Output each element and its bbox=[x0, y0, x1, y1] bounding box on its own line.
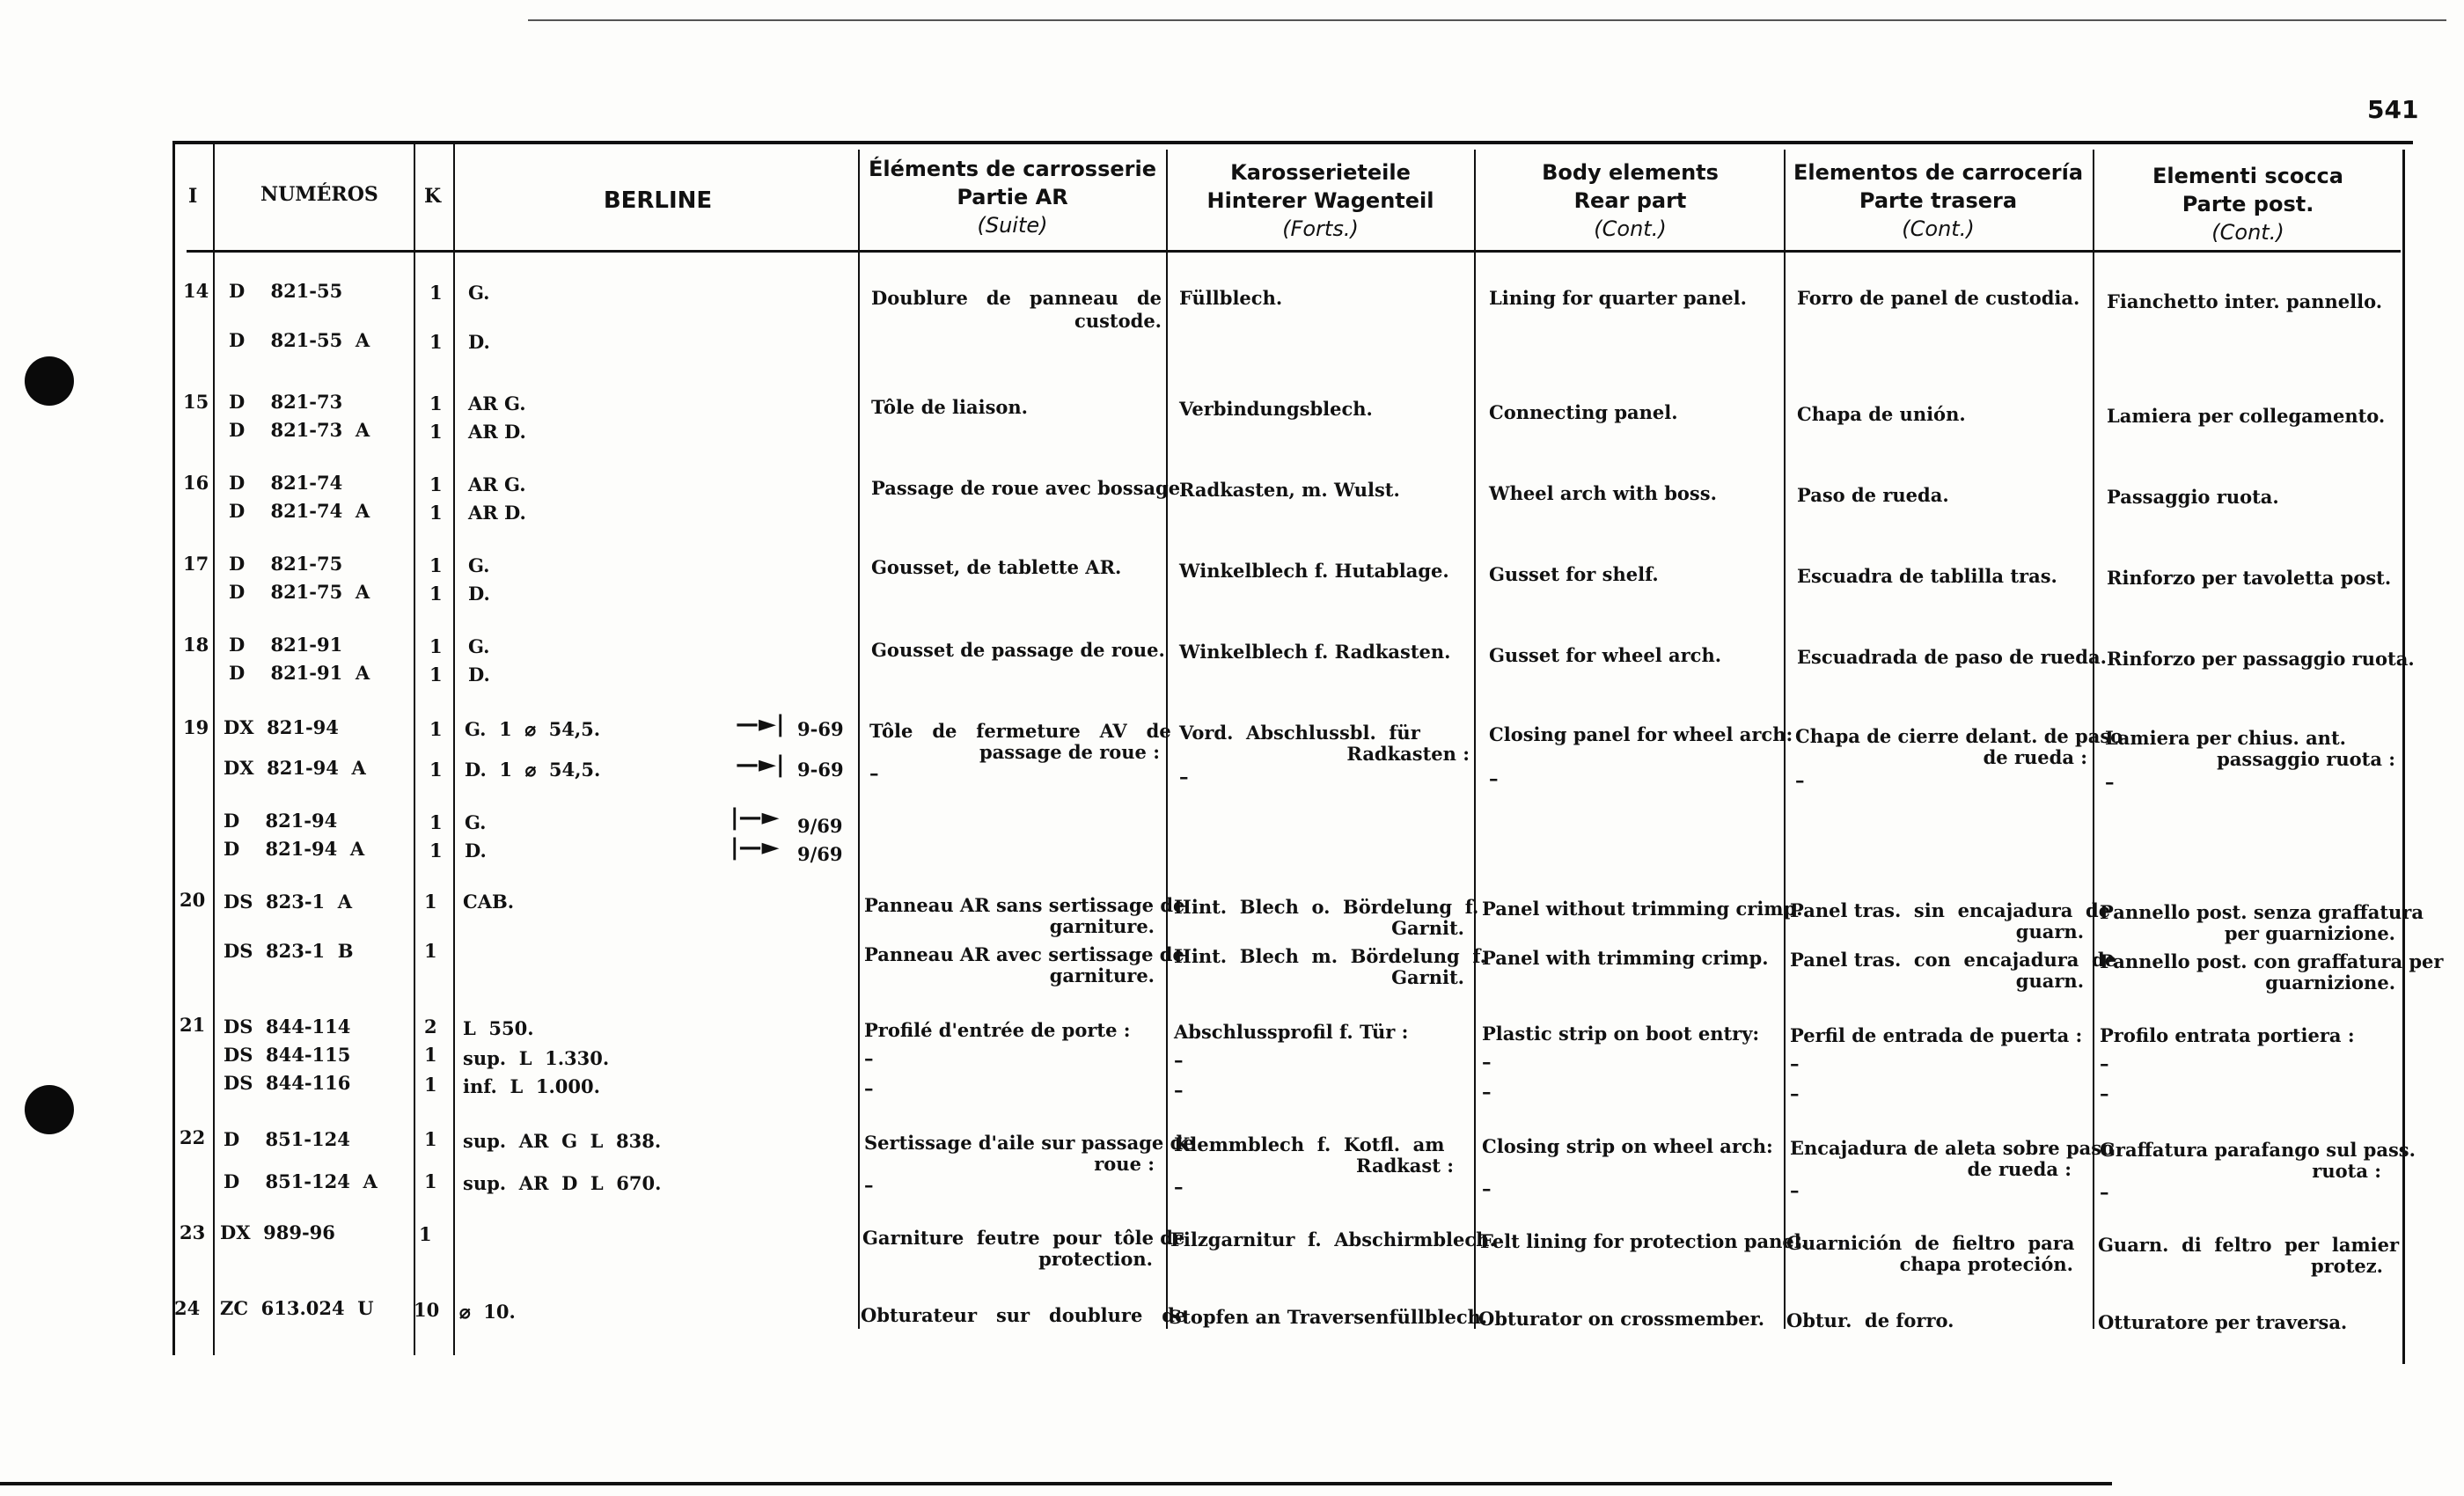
desc-de: Verbindungsblech. bbox=[1179, 398, 1373, 420]
date-limit: 9-69 bbox=[797, 718, 844, 740]
dash: – bbox=[1790, 1082, 1800, 1104]
desc-fr: Gousset de passage de roue. bbox=[871, 639, 1165, 661]
desc-en: Closing strip on wheel arch: bbox=[1482, 1135, 1773, 1157]
row-index: 19 bbox=[183, 716, 209, 738]
part-number: D 821-55 bbox=[229, 280, 343, 302]
part-number: DX 821-94 bbox=[224, 716, 339, 738]
desc-es-line2: de rueda : bbox=[1983, 746, 2087, 768]
berline-desc: G. bbox=[468, 635, 490, 657]
desc-de-b1: Hint. Blech m. Bördelung f. bbox=[1174, 945, 1486, 967]
desc-it: Lamiera per collegamento. bbox=[2107, 405, 2386, 427]
desc-it-line2: protez. bbox=[2310, 1255, 2383, 1277]
part-number: DS 844-114 bbox=[224, 1016, 351, 1038]
quantity: 1 bbox=[424, 1044, 437, 1066]
desc-es-a1: Panel tras. sin encajadura de bbox=[1790, 899, 2111, 921]
dash: – bbox=[1482, 1177, 1492, 1199]
desc-it-line1: Guarn. di feltro per lamier bbox=[2098, 1234, 2400, 1256]
desc-it-line2: ruota : bbox=[2312, 1160, 2381, 1182]
dash: – bbox=[869, 762, 879, 784]
quantity: 1 bbox=[429, 718, 443, 740]
row-index: 14 bbox=[183, 280, 209, 302]
header-fr-line3: (Suite) bbox=[977, 213, 1048, 238]
desc-en: Plastic strip on boot entry: bbox=[1482, 1023, 1760, 1045]
desc-it: Rinforzo per tavoletta post. bbox=[2107, 567, 2392, 589]
binder-hole-bottom bbox=[25, 1085, 74, 1134]
berline-desc: AR G. bbox=[468, 392, 526, 414]
part-number: DS 844-115 bbox=[224, 1044, 351, 1066]
desc-de-line2: Radkasten : bbox=[1346, 743, 1470, 765]
dash: – bbox=[1174, 1049, 1184, 1071]
col-border-left bbox=[172, 141, 175, 1355]
row-index: 18 bbox=[183, 634, 209, 656]
berline-desc: AR D. bbox=[468, 502, 526, 524]
desc-de: Filzgarnitur f. Abschirmblech. bbox=[1170, 1228, 1496, 1250]
desc-en: Gusset for wheel arch. bbox=[1489, 644, 1722, 666]
header-es-line3: (Cont.) bbox=[1902, 216, 1975, 241]
bottom-rule bbox=[0, 1482, 2112, 1485]
quantity: 1 bbox=[424, 891, 437, 913]
dash: – bbox=[2100, 1181, 2109, 1203]
desc-de-line1: Klemmblech f. Kotfl. am bbox=[1174, 1133, 1445, 1155]
berline-desc: AR D. bbox=[468, 421, 526, 443]
berline-desc: AR G. bbox=[468, 473, 526, 495]
desc-es: Forro de panel de custodia. bbox=[1797, 287, 2080, 309]
part-number: D 821-94 bbox=[224, 810, 338, 832]
quantity: 1 bbox=[429, 502, 443, 524]
desc-es: Obtur. de forro. bbox=[1786, 1309, 1954, 1331]
desc-es: Escuadrada de paso de rueda. bbox=[1797, 646, 2107, 668]
header-berline: BERLINE bbox=[603, 187, 713, 214]
desc-es: Escuadra de tablilla tras. bbox=[1797, 565, 2057, 587]
header-es bbox=[1786, 158, 2090, 243]
part-number: D 821-75 A bbox=[229, 581, 370, 603]
quantity: 1 bbox=[424, 1074, 437, 1096]
to-arrow-icon: —►| bbox=[736, 711, 785, 737]
header-de-line1: Karosserieteile bbox=[1230, 160, 1411, 185]
header-es-line2: Parte trasera bbox=[1859, 188, 2018, 213]
part-number: D 821-74 bbox=[229, 472, 343, 494]
header-de bbox=[1169, 158, 1472, 243]
desc-fr-line1: Sertissage d'aile sur passage de bbox=[864, 1132, 1195, 1154]
berline-desc: D. 1 ⌀ 54,5. bbox=[465, 759, 601, 781]
desc-de-a1: Hint. Blech o. Bördelung f. bbox=[1174, 896, 1479, 918]
quantity: 1 bbox=[429, 554, 443, 576]
berline-desc: inf. L 1.000. bbox=[463, 1075, 600, 1097]
desc-en: Gusset for shelf. bbox=[1489, 563, 1659, 585]
dash: – bbox=[1790, 1179, 1800, 1201]
desc-de: Radkasten, m. Wulst. bbox=[1179, 479, 1400, 501]
desc-de: Stopfen an Traversenfüllblech. bbox=[1169, 1306, 1488, 1328]
desc-de: Füllblech. bbox=[1179, 287, 1283, 309]
desc-it: Passaggio ruota. bbox=[2107, 486, 2279, 508]
header-de-line2: Hinterer Wagenteil bbox=[1206, 188, 1434, 213]
header-de-line3: (Forts.) bbox=[1282, 216, 1359, 241]
part-number: DS 823-1 B bbox=[224, 940, 354, 962]
desc-de-line2: Radkast : bbox=[1356, 1155, 1454, 1177]
part-number: DX 821-94 A bbox=[224, 757, 366, 779]
quantity: 1 bbox=[429, 664, 443, 686]
quantity: 1 bbox=[419, 1223, 432, 1245]
part-number: D 821-73 A bbox=[229, 419, 370, 441]
dash: – bbox=[864, 1174, 874, 1196]
dash: – bbox=[1790, 1052, 1800, 1074]
col-border-num bbox=[414, 144, 415, 1355]
berline-desc: ⌀ 10. bbox=[459, 1301, 516, 1323]
header-en-line2: Rear part bbox=[1573, 188, 1687, 213]
part-number: DS 823-1 A bbox=[224, 891, 353, 913]
desc-en-a: Panel without trimming crimp. bbox=[1482, 898, 1803, 920]
desc-it-line1: Graffatura parafango sul pass. bbox=[2100, 1139, 2416, 1161]
desc-es: Chapa de unión. bbox=[1797, 403, 1966, 425]
desc-es-line1: Encajadura de aleta sobre paso bbox=[1790, 1137, 2115, 1159]
part-number: D 821-75 bbox=[229, 553, 343, 575]
desc-fr-line2: roue : bbox=[1094, 1153, 1155, 1175]
berline-desc: L 550. bbox=[463, 1017, 534, 1039]
desc-fr-b2: garniture. bbox=[1049, 964, 1155, 986]
col-border-k bbox=[453, 144, 455, 1355]
desc-fr: Passage de roue avec bossage. bbox=[871, 477, 1187, 499]
quantity: 1 bbox=[429, 282, 443, 304]
berline-desc: sup. AR G L 838. bbox=[463, 1130, 662, 1152]
row-index: 21 bbox=[180, 1014, 206, 1036]
dash: – bbox=[1482, 1081, 1492, 1103]
header-fr-line2: Partie AR bbox=[957, 185, 1068, 209]
quantity: 10 bbox=[414, 1299, 440, 1321]
quantity: 1 bbox=[424, 940, 437, 962]
desc-it: Rinforzo per passaggio ruota. bbox=[2107, 648, 2415, 670]
header-fr bbox=[861, 155, 1164, 239]
dash: – bbox=[2100, 1082, 2109, 1104]
from-arrow-icon: |—► bbox=[730, 804, 780, 831]
row-index: 15 bbox=[183, 391, 209, 413]
part-number: D 821-73 bbox=[229, 391, 343, 413]
dash: – bbox=[1179, 766, 1189, 788]
desc-de: Abschlussprofil f. Tür : bbox=[1174, 1021, 1409, 1043]
berline-desc: sup. L 1.330. bbox=[463, 1047, 610, 1069]
berline-desc: sup. AR D L 670. bbox=[463, 1172, 662, 1194]
row-index: 17 bbox=[183, 553, 209, 575]
dash: – bbox=[1174, 1176, 1184, 1198]
header-es-line1: Elementos de carrocería bbox=[1793, 160, 2084, 185]
header-k: K bbox=[424, 185, 442, 208]
desc-es-line1: Chapa de cierre delant. de paso bbox=[1795, 725, 2123, 747]
desc-fr-a2: garniture. bbox=[1049, 915, 1155, 937]
quantity: 1 bbox=[429, 392, 443, 414]
quantity: 1 bbox=[429, 811, 443, 833]
quantity: 1 bbox=[429, 759, 443, 781]
dash: – bbox=[2100, 1052, 2109, 1074]
quantity: 1 bbox=[429, 583, 443, 605]
quantity: 1 bbox=[429, 421, 443, 443]
header-en-line1: Body elements bbox=[1542, 160, 1719, 185]
dash: – bbox=[1482, 1051, 1492, 1073]
header-it-line1: Elementi scocca bbox=[2152, 164, 2343, 188]
desc-de: Winkelblech f. Radkasten. bbox=[1179, 641, 1451, 663]
desc-fr-line1: Garniture feutre pour tôle de bbox=[862, 1227, 1185, 1249]
desc-fr: Profilé d'entrée de porte : bbox=[864, 1019, 1131, 1041]
part-number: D 821-94 A bbox=[224, 838, 365, 860]
desc-es-line2: chapa proteción. bbox=[1899, 1253, 2073, 1275]
desc-fr: Tôle de liaison. bbox=[871, 396, 1028, 418]
desc-es: Perfil de entrada de puerta : bbox=[1790, 1024, 2083, 1046]
part-number: ZC 613.024 U bbox=[220, 1297, 374, 1319]
desc-es: Paso de rueda. bbox=[1797, 484, 1949, 506]
quantity: 1 bbox=[424, 1128, 437, 1150]
desc-en: Connecting panel. bbox=[1489, 401, 1678, 423]
col-border-right bbox=[2402, 150, 2405, 1364]
desc-fr-a1: Panneau AR sans sertissage de bbox=[864, 894, 1185, 916]
quantity: 1 bbox=[429, 840, 443, 862]
part-number: D 851-124 A bbox=[224, 1170, 378, 1192]
binder-hole-top bbox=[25, 356, 74, 406]
header-en bbox=[1478, 158, 1782, 243]
desc-fr-b1: Panneau AR avec sertissage de bbox=[864, 943, 1184, 965]
desc-it: Profilo entrata portiera : bbox=[2100, 1024, 2355, 1046]
dash: – bbox=[1795, 769, 1805, 791]
desc-es-b2: guarn. bbox=[2015, 970, 2084, 992]
part-number: D 821-74 A bbox=[229, 500, 370, 522]
desc-fr-line2: protection. bbox=[1038, 1248, 1153, 1270]
desc-fr-line2: passage de roue : bbox=[979, 741, 1160, 763]
berline-desc: D. bbox=[468, 331, 490, 353]
desc-en: Obturator on crossmember. bbox=[1478, 1308, 1765, 1330]
desc-fr: Doublure de panneau de custode. bbox=[871, 287, 1162, 332]
date-limit: 9/69 bbox=[797, 815, 843, 837]
dash: – bbox=[1489, 767, 1499, 789]
row-index: 23 bbox=[180, 1221, 206, 1243]
part-number: D 821-55 A bbox=[229, 329, 370, 351]
row-index: 24 bbox=[174, 1297, 201, 1319]
desc-fr: Gousset, de tablette AR. bbox=[871, 556, 1122, 578]
from-arrow-icon: |—► bbox=[730, 834, 780, 861]
desc-de: Winkelblech f. Hutablage. bbox=[1179, 560, 1449, 582]
col-border-de bbox=[1474, 150, 1476, 1329]
desc-de-b2: Garnit. bbox=[1391, 966, 1464, 988]
part-number: D 821-91 A bbox=[229, 662, 370, 684]
desc-it: Otturatore per traversa. bbox=[2098, 1311, 2348, 1333]
header-fr-line1: Éléments de carrosserie bbox=[869, 157, 1156, 181]
desc-en: Closing panel for wheel arch: bbox=[1489, 723, 1793, 745]
quantity: 1 bbox=[429, 473, 443, 495]
row-index: 22 bbox=[180, 1126, 206, 1148]
header-it bbox=[2096, 162, 2400, 246]
header-it-line2: Parte post. bbox=[2182, 192, 2314, 216]
desc-fr-line1: Tôle de fermeture AV de bbox=[869, 720, 1171, 742]
date-limit: 9-69 bbox=[797, 759, 844, 781]
desc-de-a2: Garnit. bbox=[1391, 917, 1464, 939]
quantity: 1 bbox=[429, 331, 443, 353]
desc-it-line2: passaggio ruota : bbox=[2217, 748, 2395, 770]
desc-en: Wheel arch with boss. bbox=[1489, 482, 1717, 504]
desc-es-line2: de rueda : bbox=[1967, 1158, 2072, 1180]
desc-de-line1: Vord. Abschlussbl. für bbox=[1179, 722, 1420, 744]
page-number: 541 bbox=[2367, 95, 2419, 124]
header-i: I bbox=[188, 185, 198, 208]
berline-desc: G. bbox=[468, 554, 490, 576]
to-arrow-icon: —►| bbox=[736, 752, 785, 778]
berline-desc: G. 1 ⌀ 54,5. bbox=[465, 718, 601, 740]
dash: – bbox=[1174, 1079, 1184, 1101]
part-number: D 821-91 bbox=[229, 634, 343, 656]
row-index: 20 bbox=[180, 889, 206, 911]
header-bottom-rule bbox=[187, 250, 2401, 253]
berline-desc: CAB. bbox=[463, 891, 515, 913]
quantity: 1 bbox=[429, 635, 443, 657]
date-limit: 9/69 bbox=[797, 843, 843, 865]
quantity: 2 bbox=[424, 1016, 437, 1038]
part-number: DS 844-116 bbox=[224, 1072, 351, 1094]
desc-es-line1: Guarnición de fieltro para bbox=[1786, 1232, 2075, 1254]
desc-it-b2: guarnizione. bbox=[2265, 972, 2395, 994]
desc-fr: Obturateur sur doublure de bbox=[861, 1304, 1187, 1326]
part-number: D 851-124 bbox=[224, 1128, 350, 1150]
berline-desc: D. bbox=[468, 583, 490, 605]
desc-it-b1: Pannello post. con graffatura per bbox=[2100, 950, 2444, 972]
dash: – bbox=[864, 1077, 874, 1099]
desc-en-b: Panel with trimming crimp. bbox=[1482, 947, 1769, 969]
desc-it-a1: Pannello post. senza graffatura bbox=[2100, 901, 2424, 923]
header-numeros: NUMÉROS bbox=[260, 183, 378, 206]
desc-es-b1: Panel tras. con encajadura de bbox=[1790, 949, 2117, 971]
part-number: DX 989-96 bbox=[220, 1221, 335, 1243]
header-en-line3: (Cont.) bbox=[1594, 216, 1667, 241]
berline-desc: D. bbox=[465, 840, 487, 862]
berline-desc: G. bbox=[468, 282, 490, 304]
desc-it: Fianchetto inter. pannello. bbox=[2107, 290, 2383, 312]
top-rule bbox=[528, 19, 2446, 21]
desc-it-line1: Lamiera per chius. ant. bbox=[2105, 727, 2346, 749]
col-border-berline bbox=[858, 150, 860, 1329]
desc-es-a2: guarn. bbox=[2015, 920, 2084, 942]
col-border-i bbox=[213, 144, 215, 1355]
desc-en: Lining for quarter panel. bbox=[1489, 287, 1747, 309]
table-top-rule bbox=[172, 141, 2413, 144]
berline-desc: G. bbox=[465, 811, 487, 833]
quantity: 1 bbox=[424, 1170, 437, 1192]
desc-it-a2: per guarnizione. bbox=[2224, 922, 2395, 944]
row-index: 16 bbox=[183, 472, 209, 494]
berline-desc: D. bbox=[468, 664, 490, 686]
dash: – bbox=[2105, 771, 2115, 793]
desc-en: Felt lining for protection panel. bbox=[1480, 1230, 1808, 1252]
dash: – bbox=[864, 1047, 874, 1069]
header-it-line3: (Cont.) bbox=[2211, 220, 2284, 245]
